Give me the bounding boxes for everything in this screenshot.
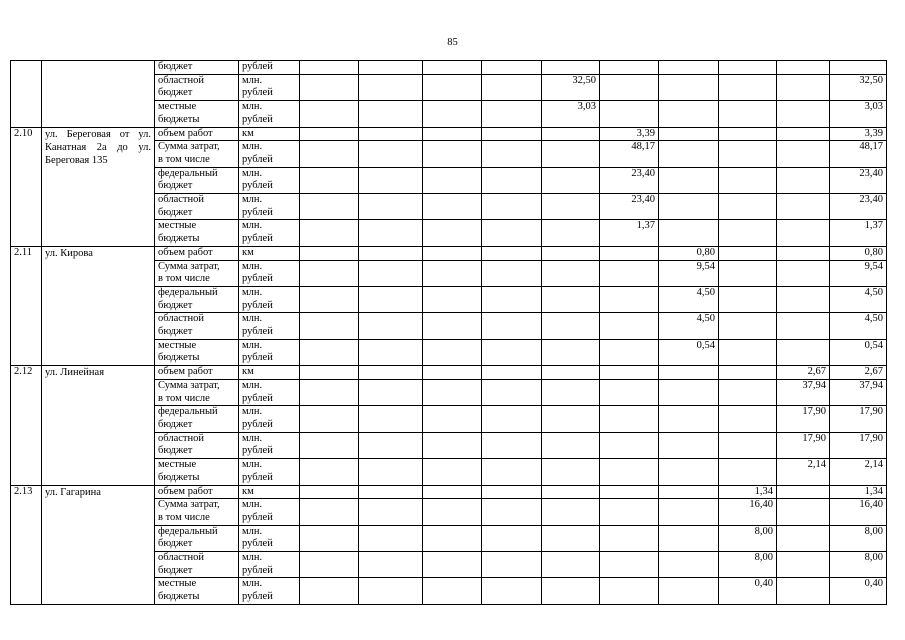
value-cell <box>423 74 482 100</box>
value-cell <box>659 578 719 604</box>
total-value-cell: 0,40 <box>830 578 887 604</box>
value-cell <box>777 552 830 578</box>
unit-cell: млн. рублей <box>239 286 300 312</box>
total-value-cell: 23,40 <box>830 167 887 193</box>
value-cell: 0,80 <box>659 246 719 260</box>
indicator-cell: объем работ <box>155 485 239 499</box>
value-cell <box>482 432 542 458</box>
value-cell <box>423 432 482 458</box>
value-cell <box>542 459 600 485</box>
indicator-cell: областной бюджет <box>155 74 239 100</box>
value-cell: 2,67 <box>777 366 830 380</box>
value-cell <box>423 286 482 312</box>
value-cell <box>719 167 777 193</box>
value-cell <box>300 286 359 312</box>
table-row <box>11 366 887 380</box>
value-cell: 8,00 <box>719 525 777 551</box>
value-cell <box>359 246 423 260</box>
value-cell <box>777 127 830 141</box>
value-cell <box>482 286 542 312</box>
value-cell <box>300 194 359 220</box>
value-cell <box>600 459 659 485</box>
budget-table <box>10 60 887 605</box>
total-value-cell: 3,39 <box>830 127 887 141</box>
value-cell <box>300 313 359 339</box>
value-cell <box>482 167 542 193</box>
value-cell: 3,03 <box>542 101 600 127</box>
value-cell <box>600 260 659 286</box>
value-cell <box>659 499 719 525</box>
value-cell <box>777 339 830 365</box>
value-cell <box>719 141 777 167</box>
indicator-cell: федеральный бюджет <box>155 286 239 312</box>
value-cell <box>659 366 719 380</box>
value-cell: 3,39 <box>600 127 659 141</box>
indicator-cell: местные бюджеты <box>155 101 239 127</box>
value-cell <box>482 379 542 405</box>
value-cell <box>659 167 719 193</box>
value-cell <box>600 339 659 365</box>
value-cell <box>482 578 542 604</box>
value-cell <box>542 61 600 75</box>
indicator-cell: объем работ <box>155 127 239 141</box>
indicator-cell: бюджет <box>155 61 239 75</box>
value-cell <box>300 141 359 167</box>
value-cell <box>659 194 719 220</box>
value-cell: 9,54 <box>659 260 719 286</box>
unit-cell: млн. рублей <box>239 379 300 405</box>
value-cell <box>719 246 777 260</box>
value-cell <box>300 260 359 286</box>
unit-cell: млн. рублей <box>239 499 300 525</box>
indicator-cell: местные бюджеты <box>155 220 239 246</box>
value-cell <box>542 432 600 458</box>
value-cell <box>423 485 482 499</box>
value-cell <box>777 220 830 246</box>
item-number-cell: 2.10 <box>11 127 42 246</box>
unit-cell: млн. рублей <box>239 220 300 246</box>
value-cell <box>423 459 482 485</box>
street-name-cell: ул. Береговая от ул. Канатная 2а до ул. Береговая 135 <box>42 127 155 246</box>
indicator-cell: объем работ <box>155 366 239 380</box>
value-cell <box>423 339 482 365</box>
unit-cell: млн. рублей <box>239 459 300 485</box>
value-cell <box>423 499 482 525</box>
value-cell <box>542 220 600 246</box>
value-cell <box>600 578 659 604</box>
value-cell <box>719 432 777 458</box>
indicator-cell: Сумма затрат, в том числе <box>155 379 239 405</box>
value-cell <box>359 379 423 405</box>
indicator-cell: федеральный бюджет <box>155 406 239 432</box>
unit-cell: млн. рублей <box>239 194 300 220</box>
value-cell <box>659 61 719 75</box>
total-value-cell: 48,17 <box>830 141 887 167</box>
value-cell <box>482 339 542 365</box>
indicator-cell: федеральный бюджет <box>155 525 239 551</box>
value-cell <box>542 339 600 365</box>
value-cell <box>300 74 359 100</box>
value-cell <box>359 485 423 499</box>
total-value-cell: 8,00 <box>830 552 887 578</box>
value-cell <box>600 406 659 432</box>
value-cell <box>482 459 542 485</box>
value-cell <box>482 246 542 260</box>
total-value-cell <box>830 61 887 75</box>
value-cell <box>542 194 600 220</box>
item-number-cell <box>11 61 42 128</box>
value-cell <box>542 246 600 260</box>
value-cell <box>659 141 719 167</box>
total-value-cell: 17,90 <box>830 406 887 432</box>
value-cell <box>542 499 600 525</box>
unit-cell: млн. рублей <box>239 406 300 432</box>
total-value-cell: 16,40 <box>830 499 887 525</box>
value-cell <box>300 339 359 365</box>
value-cell <box>542 260 600 286</box>
table-row <box>11 61 887 75</box>
value-cell <box>659 74 719 100</box>
value-cell <box>600 313 659 339</box>
value-cell: 32,50 <box>542 74 600 100</box>
value-cell: 1,37 <box>600 220 659 246</box>
value-cell <box>482 366 542 380</box>
value-cell <box>359 525 423 551</box>
value-cell <box>542 167 600 193</box>
value-cell: 23,40 <box>600 167 659 193</box>
item-number-cell: 2.12 <box>11 366 42 485</box>
value-cell <box>777 61 830 75</box>
value-cell <box>359 366 423 380</box>
total-value-cell: 2,14 <box>830 459 887 485</box>
value-cell <box>600 499 659 525</box>
value-cell <box>359 313 423 339</box>
value-cell <box>542 552 600 578</box>
value-cell <box>600 379 659 405</box>
unit-cell: млн. рублей <box>239 552 300 578</box>
indicator-cell: местные бюджеты <box>155 578 239 604</box>
value-cell <box>300 432 359 458</box>
total-value-cell: 17,90 <box>830 432 887 458</box>
value-cell <box>359 552 423 578</box>
value-cell <box>423 379 482 405</box>
value-cell <box>777 141 830 167</box>
value-cell <box>777 286 830 312</box>
value-cell <box>659 552 719 578</box>
value-cell <box>659 220 719 246</box>
value-cell <box>659 432 719 458</box>
value-cell <box>659 101 719 127</box>
value-cell <box>482 499 542 525</box>
unit-cell: км <box>239 366 300 380</box>
value-cell <box>600 61 659 75</box>
unit-cell: млн. рублей <box>239 578 300 604</box>
value-cell <box>600 485 659 499</box>
value-cell <box>777 578 830 604</box>
value-cell <box>300 246 359 260</box>
value-cell <box>300 499 359 525</box>
value-cell <box>482 61 542 75</box>
value-cell <box>600 286 659 312</box>
unit-cell: млн. рублей <box>239 313 300 339</box>
unit-cell: км <box>239 246 300 260</box>
value-cell <box>777 246 830 260</box>
value-cell <box>482 552 542 578</box>
value-cell <box>719 366 777 380</box>
unit-cell: млн. рублей <box>239 101 300 127</box>
value-cell <box>659 379 719 405</box>
value-cell <box>542 578 600 604</box>
value-cell <box>423 260 482 286</box>
value-cell: 17,90 <box>777 432 830 458</box>
value-cell <box>719 313 777 339</box>
street-name-cell: ул. Линейная <box>42 366 155 485</box>
indicator-cell: местные бюджеты <box>155 339 239 365</box>
total-value-cell: 1,37 <box>830 220 887 246</box>
unit-cell: км <box>239 485 300 499</box>
value-cell <box>482 74 542 100</box>
value-cell <box>482 260 542 286</box>
value-cell <box>423 167 482 193</box>
table-body <box>11 61 887 605</box>
value-cell <box>359 499 423 525</box>
value-cell <box>300 578 359 604</box>
street-name-cell: ул. Гагарина <box>42 485 155 604</box>
value-cell <box>542 313 600 339</box>
value-cell <box>423 141 482 167</box>
unit-cell: млн. рублей <box>239 525 300 551</box>
value-cell <box>719 127 777 141</box>
value-cell <box>423 127 482 141</box>
value-cell <box>542 127 600 141</box>
total-value-cell: 0,54 <box>830 339 887 365</box>
value-cell <box>777 525 830 551</box>
value-cell <box>542 525 600 551</box>
total-value-cell: 2,67 <box>830 366 887 380</box>
indicator-cell: областной бюджет <box>155 432 239 458</box>
value-cell <box>659 127 719 141</box>
total-value-cell: 23,40 <box>830 194 887 220</box>
value-cell <box>600 366 659 380</box>
value-cell <box>482 485 542 499</box>
unit-cell: млн. рублей <box>239 339 300 365</box>
value-cell <box>719 406 777 432</box>
value-cell <box>777 167 830 193</box>
value-cell <box>600 432 659 458</box>
value-cell <box>777 313 830 339</box>
unit-cell: км <box>239 127 300 141</box>
value-cell <box>777 74 830 100</box>
value-cell <box>359 127 423 141</box>
indicator-cell: Сумма затрат, в том числе <box>155 260 239 286</box>
value-cell <box>300 101 359 127</box>
value-cell <box>542 141 600 167</box>
indicator-cell: местные бюджеты <box>155 459 239 485</box>
total-value-cell: 4,50 <box>830 286 887 312</box>
value-cell <box>542 366 600 380</box>
value-cell <box>359 61 423 75</box>
indicator-cell: областной бюджет <box>155 194 239 220</box>
page-number: 85 <box>447 37 458 48</box>
value-cell <box>300 366 359 380</box>
value-cell <box>777 499 830 525</box>
value-cell <box>423 366 482 380</box>
total-value-cell: 4,50 <box>830 313 887 339</box>
value-cell <box>659 525 719 551</box>
value-cell <box>600 101 659 127</box>
value-cell <box>719 220 777 246</box>
value-cell <box>719 101 777 127</box>
value-cell <box>719 459 777 485</box>
value-cell <box>423 61 482 75</box>
table-row <box>11 485 887 499</box>
value-cell <box>359 220 423 246</box>
value-cell <box>359 339 423 365</box>
value-cell <box>659 485 719 499</box>
value-cell <box>300 167 359 193</box>
value-cell: 48,17 <box>600 141 659 167</box>
value-cell <box>777 485 830 499</box>
value-cell <box>359 432 423 458</box>
value-cell <box>300 406 359 432</box>
value-cell <box>300 459 359 485</box>
value-cell <box>300 525 359 551</box>
value-cell: 1,34 <box>719 485 777 499</box>
value-cell <box>359 578 423 604</box>
value-cell <box>777 101 830 127</box>
value-cell <box>482 406 542 432</box>
value-cell <box>423 220 482 246</box>
value-cell <box>359 194 423 220</box>
value-cell <box>423 313 482 339</box>
value-cell <box>359 459 423 485</box>
unit-cell: млн. рублей <box>239 74 300 100</box>
value-cell <box>719 260 777 286</box>
item-number-cell: 2.11 <box>11 246 42 365</box>
value-cell <box>600 525 659 551</box>
value-cell <box>482 194 542 220</box>
value-cell <box>359 141 423 167</box>
value-cell: 0,54 <box>659 339 719 365</box>
value-cell: 37,94 <box>777 379 830 405</box>
indicator-cell: объем работ <box>155 246 239 260</box>
value-cell <box>542 406 600 432</box>
value-cell <box>719 61 777 75</box>
value-cell: 17,90 <box>777 406 830 432</box>
indicator-cell: Сумма затрат, в том числе <box>155 141 239 167</box>
value-cell <box>359 260 423 286</box>
value-cell <box>719 286 777 312</box>
value-cell <box>482 101 542 127</box>
value-cell: 8,00 <box>719 552 777 578</box>
total-value-cell: 1,34 <box>830 485 887 499</box>
street-name-cell: ул. Кирова <box>42 246 155 365</box>
indicator-cell: областной бюджет <box>155 552 239 578</box>
value-cell <box>359 406 423 432</box>
value-cell <box>542 286 600 312</box>
value-cell <box>359 101 423 127</box>
value-cell <box>359 286 423 312</box>
value-cell <box>482 141 542 167</box>
value-cell <box>423 578 482 604</box>
value-cell <box>600 74 659 100</box>
value-cell <box>423 246 482 260</box>
value-cell: 16,40 <box>719 499 777 525</box>
value-cell <box>719 339 777 365</box>
item-number-cell: 2.13 <box>11 485 42 604</box>
total-value-cell: 0,80 <box>830 246 887 260</box>
value-cell: 0,40 <box>719 578 777 604</box>
value-cell <box>719 194 777 220</box>
value-cell <box>777 260 830 286</box>
unit-cell: рублей <box>239 61 300 75</box>
value-cell: 2,14 <box>777 459 830 485</box>
total-value-cell: 8,00 <box>830 525 887 551</box>
total-value-cell: 9,54 <box>830 260 887 286</box>
value-cell <box>659 406 719 432</box>
value-cell <box>300 61 359 75</box>
value-cell <box>300 220 359 246</box>
value-cell <box>777 194 830 220</box>
street-name-cell <box>42 61 155 128</box>
value-cell <box>300 379 359 405</box>
unit-cell: млн. рублей <box>239 141 300 167</box>
value-cell <box>300 485 359 499</box>
indicator-cell: областной бюджет <box>155 313 239 339</box>
value-cell <box>482 525 542 551</box>
value-cell <box>300 552 359 578</box>
value-cell <box>659 459 719 485</box>
indicator-cell: Сумма затрат, в том числе <box>155 499 239 525</box>
value-cell <box>423 101 482 127</box>
value-cell <box>719 74 777 100</box>
value-cell <box>300 127 359 141</box>
unit-cell: млн. рублей <box>239 167 300 193</box>
value-cell <box>423 194 482 220</box>
value-cell <box>359 74 423 100</box>
table-row <box>11 246 887 260</box>
value-cell <box>600 552 659 578</box>
value-cell <box>719 379 777 405</box>
value-cell: 4,50 <box>659 286 719 312</box>
value-cell <box>542 379 600 405</box>
unit-cell: млн. рублей <box>239 432 300 458</box>
indicator-cell: федеральный бюджет <box>155 167 239 193</box>
value-cell <box>359 167 423 193</box>
unit-cell: млн. рублей <box>239 260 300 286</box>
value-cell <box>423 552 482 578</box>
value-cell <box>542 485 600 499</box>
value-cell: 4,50 <box>659 313 719 339</box>
value-cell <box>482 127 542 141</box>
value-cell <box>600 246 659 260</box>
total-value-cell: 37,94 <box>830 379 887 405</box>
total-value-cell: 32,50 <box>830 74 887 100</box>
value-cell <box>423 525 482 551</box>
value-cell <box>423 406 482 432</box>
table-row <box>11 127 887 141</box>
value-cell <box>482 220 542 246</box>
value-cell <box>482 313 542 339</box>
value-cell: 23,40 <box>600 194 659 220</box>
total-value-cell: 3,03 <box>830 101 887 127</box>
